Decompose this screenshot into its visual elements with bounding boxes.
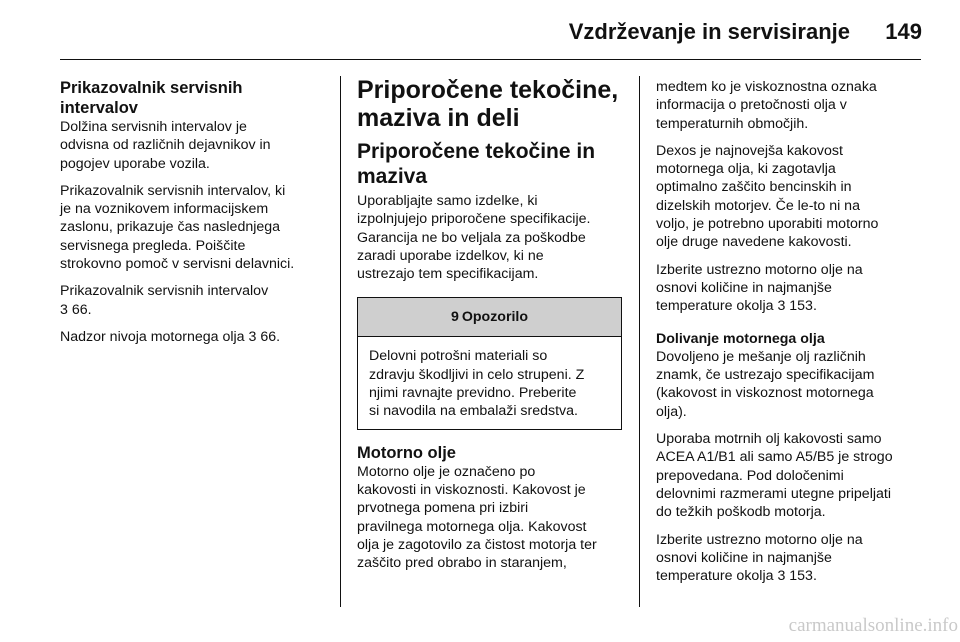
paragraph-cross-reference: Izberite ustrezno motorno olje na osnovi količine in najmanjše temperature okolja 3 153. <box>656 531 863 585</box>
column-left <box>60 78 332 355</box>
site-watermark: carmanualsonline.info <box>788 615 958 636</box>
page-header-title: Vzdrževanje in servisiranje <box>568 19 850 44</box>
paragraph: Dexos je najnovejša kakovost motornega olja, ki zagotavlja optimalno zaščito bencinskih in dizelskih motorjev. Če le-to ni na voljo, je potrebno uporabiti motorno olje druge navedene kakovosti. <box>656 142 879 251</box>
paragraph: Motorno olje je označeno po kakovosti in viskoznosti. Kakovost je prvotnega pomena pri izbiri pravilnega motornega olja. Kakovost olja je zagotovilo za čistost motorja ter zaščito pred obrabo in staranjem, <box>357 463 597 572</box>
paragraph: Dovoljeno je mešanje olj različnih znamk, če ustrezajo specifikacijam (kakovost in viskoznost motornega olja). <box>656 348 875 420</box>
paragraph-cross-reference: Nadzor nivoja motornega olja 3 66. <box>60 328 281 345</box>
warning-text: Delovni potrošni materiali so zdravju škodljivi in celo strupeni. Z njimi ravnajte previdno. Preberite si navodila na embalaži sredstva. <box>369 348 585 420</box>
paragraph: Dolžina servisnih intervalov je odvisna od različnih dejavnikov in pogojev uporabe vozila. <box>60 119 271 172</box>
paragraph: medtem ko je viskoznostna oznaka informacija o pretočnosti olja v temperaturnih območjih. <box>656 79 877 132</box>
section-heading-oil-topup: Dolivanje motornega olja <box>656 330 825 347</box>
header-divider <box>60 59 921 60</box>
section-title: Priporočene tekočine in maziva <box>357 140 596 188</box>
paragraph: Prikazovalnik servisnih intervalov, ki je na voznikovem informacijskem zaslonu, prikazuje čas naslednjega servisnega pregleda. Poiščite strokovno pomoč v servisni delavnici. <box>60 182 295 273</box>
column-right <box>656 78 921 594</box>
column-divider-left <box>340 76 341 607</box>
paragraph-cross-reference: Izberite ustrezno motorno olje na osnovi količine in najmanjše temperature okolja 3 153. <box>656 261 863 315</box>
section-heading-service-interval: Prikazovalnik servisnih intervalov <box>60 79 243 117</box>
page-number: 149 <box>885 19 922 44</box>
chapter-title: Priporočene tekočine, maziva in deli <box>357 76 619 132</box>
section-heading-engine-oil: Motorno olje <box>357 443 456 462</box>
paragraph-cross-reference: Prikazovalnik servisnih intervalov 3 66. <box>60 283 269 318</box>
intro-paragraph: Uporabljajte samo izdelke, ki izpolnjujejo priporočene specifikacije. Garancija ne bo veljala za poškodbe zaradi uporabe izdelkov, ki ne ustrezajo tem specifikacijam. <box>357 193 591 283</box>
warning-icon: 9 <box>450 309 459 326</box>
warning-header <box>358 298 621 337</box>
warning-box <box>357 297 622 429</box>
warning-title: Opozorilo <box>461 309 529 326</box>
paragraph: Uporaba motrnih olj kakovosti samo ACEA A1/B1 ali samo A5/B5 je strogo prepovedana. Pod določenimi delovnimi razmerami utegne pripeljati do težkih poškodb motorja. <box>656 431 893 521</box>
column-divider-right <box>639 76 640 607</box>
column-middle <box>357 76 622 572</box>
